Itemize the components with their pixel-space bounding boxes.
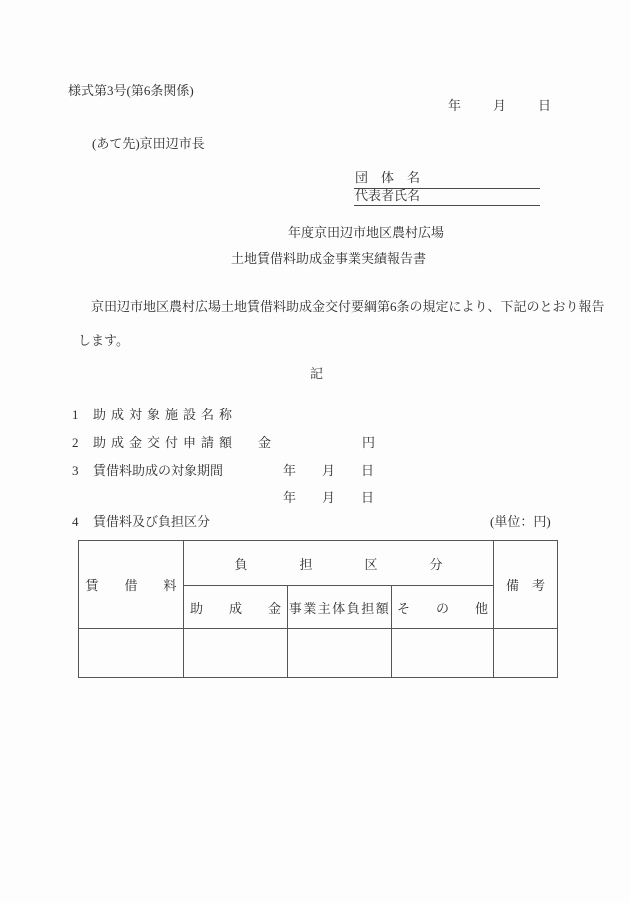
rep-name-label: 代表者氏名: [355, 188, 421, 203]
other-value-cell[interactable]: [392, 629, 494, 678]
body-paragraph-line2: します。: [78, 333, 129, 348]
addressee-line: (あて先)京田辺市長: [92, 136, 205, 151]
form-number: 様式第3号(第6条関係): [68, 83, 194, 98]
item-2-number: 2: [72, 435, 79, 450]
header-date-line: 年 月 日: [448, 98, 554, 113]
item-2-amount-prefix: 金: [258, 435, 272, 450]
operator-value-cell[interactable]: [288, 629, 392, 678]
burden-header-cell: 負 担 区 分: [184, 541, 494, 586]
body-paragraph-line1: 京田辺市地区農村広場土地賃借料助成金交付要綱第6条の規定により、下記のとおり報告: [78, 299, 605, 314]
item-3-label: 賃借料助成の対象期間: [93, 463, 224, 478]
item-1-number: 1: [72, 407, 79, 422]
item-4-unit-note: (単位：円): [490, 514, 551, 529]
item-2-amount-unit: 円: [362, 435, 376, 450]
other-subheader-cell: そ の 他: [392, 586, 494, 629]
ki-heading: 記: [310, 366, 324, 381]
subsidy-subheader-cell: 助 成 金: [184, 586, 288, 629]
item-4-label: 賃借料及び負担区分: [93, 514, 211, 529]
item-3-date-line2: 年 月 日: [283, 490, 375, 505]
operator-subheader-cell: 事業主体負担額: [288, 586, 392, 629]
table-row: [79, 629, 558, 678]
doc-title-line1: 年度京田辺市地区農村広場: [288, 225, 445, 240]
org-name-label: 団 体 名: [355, 170, 421, 185]
item-3-date-line1: 年 月 日: [283, 463, 375, 478]
note-header-cell: 備 考: [494, 541, 558, 629]
rent-table: [78, 540, 558, 678]
item-1-label: 助成対象施設名称: [93, 407, 238, 422]
subsidy-value-cell[interactable]: [184, 629, 288, 678]
note-value-cell[interactable]: [494, 629, 558, 678]
rent-value-cell[interactable]: [79, 629, 184, 678]
item-3-number: 3: [72, 463, 79, 478]
item-4-number: 4: [72, 514, 79, 529]
doc-title-line2: 土地賃借料助成金事業実績報告書: [231, 251, 427, 266]
item-2-label: 助成金交付申請額: [93, 435, 238, 450]
rent-header-cell: 賃 借 料: [79, 541, 184, 629]
rep-name-blank[interactable]: [354, 205, 540, 206]
